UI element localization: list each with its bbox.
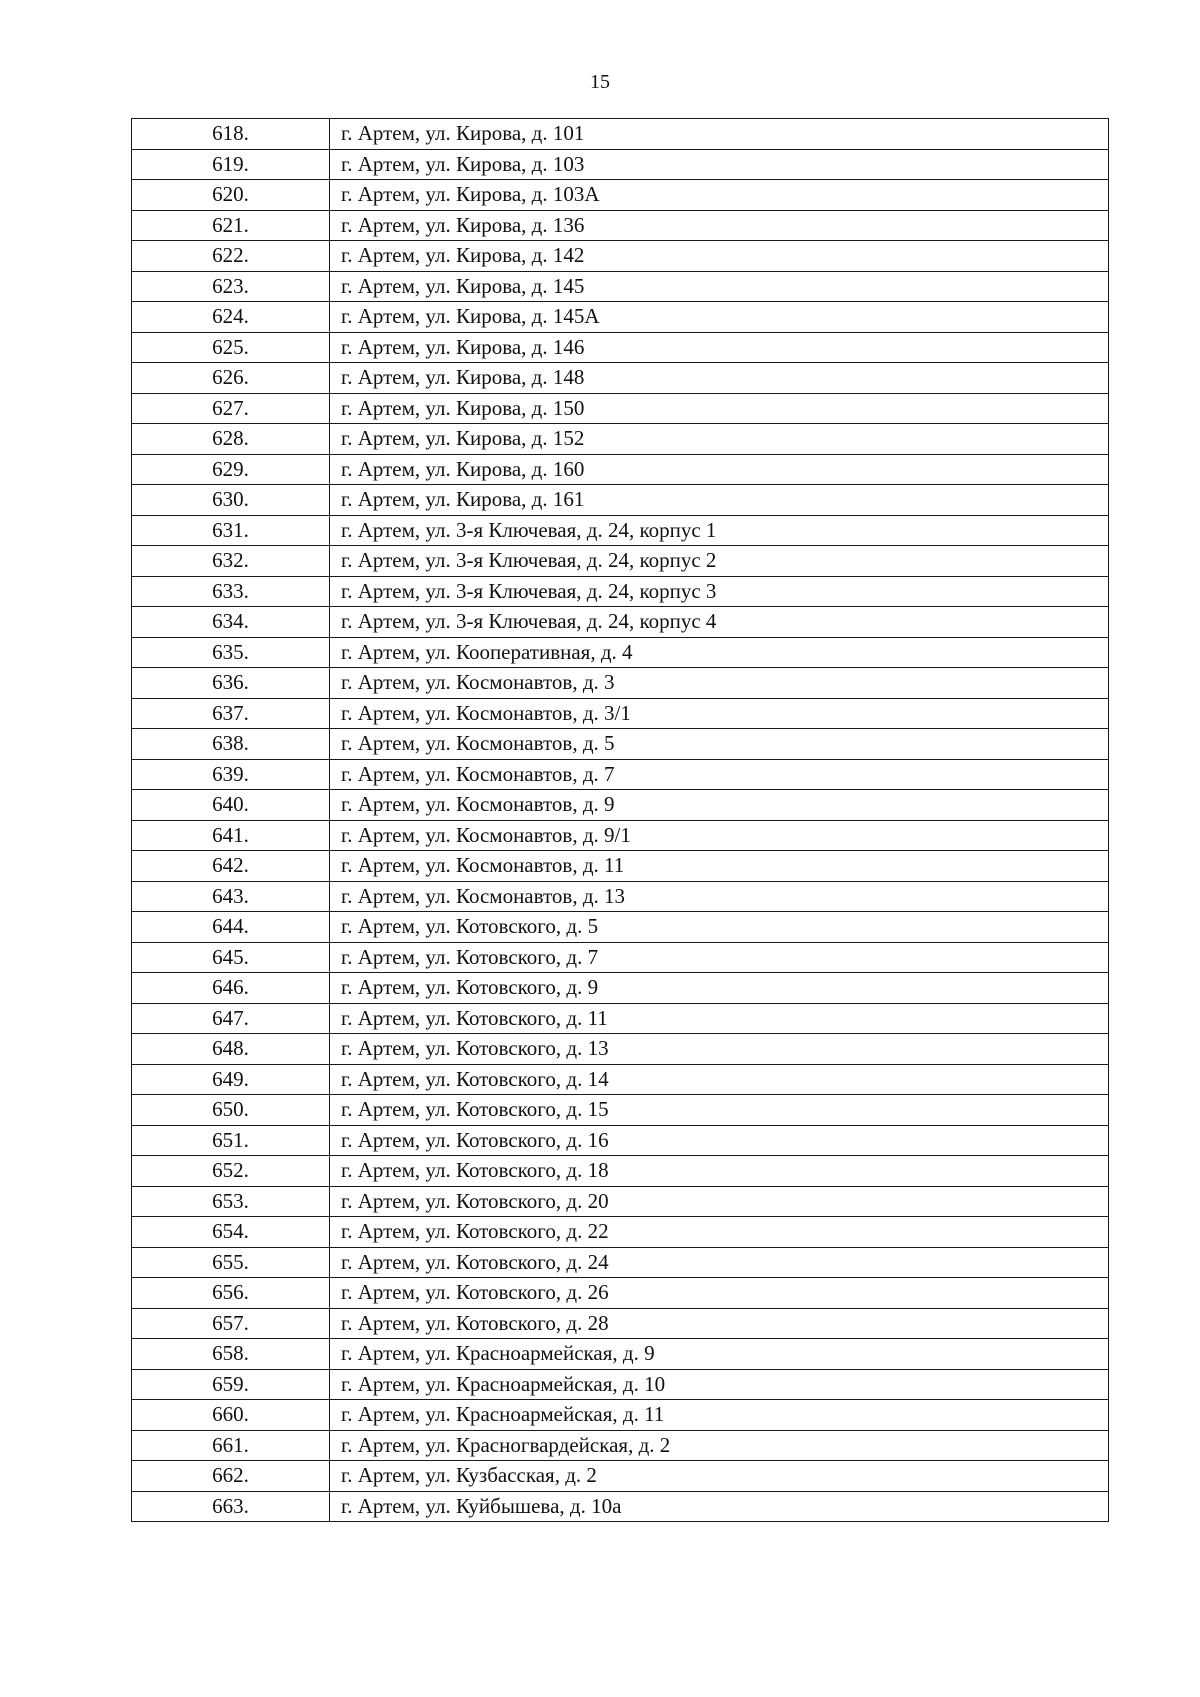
address-cell: г. Артем, ул. Котовского, д. 22 xyxy=(330,1217,1109,1248)
row-number-cell: 649. xyxy=(132,1064,330,1095)
address-cell: г. Артем, ул. Красноармейская, д. 11 xyxy=(330,1400,1109,1431)
row-number-cell: 632. xyxy=(132,546,330,577)
row-number-cell: 624. xyxy=(132,302,330,333)
address-cell: г. Артем, ул. Красноармейская, д. 9 xyxy=(330,1339,1109,1370)
table-row xyxy=(132,1339,1109,1370)
row-number-cell: 625. xyxy=(132,332,330,363)
row-number-cell: 650. xyxy=(132,1095,330,1126)
table-row xyxy=(132,1400,1109,1431)
row-number-cell: 660. xyxy=(132,1400,330,1431)
table-row xyxy=(132,576,1109,607)
table-row xyxy=(132,820,1109,851)
row-number-cell: 652. xyxy=(132,1156,330,1187)
address-cell: г. Артем, ул. Кирова, д. 145 xyxy=(330,271,1109,302)
address-cell: г. Артем, ул. Кирова, д. 152 xyxy=(330,424,1109,455)
address-cell: г. Артем, ул. Котовского, д. 20 xyxy=(330,1186,1109,1217)
table-row xyxy=(132,1095,1109,1126)
row-number-cell: 641. xyxy=(132,820,330,851)
address-cell: г. Артем, ул. Куйбышева, д. 10а xyxy=(330,1491,1109,1522)
table-row xyxy=(132,698,1109,729)
address-cell: г. Артем, ул. Кирова, д. 145А xyxy=(330,302,1109,333)
table-row xyxy=(132,149,1109,180)
row-number-cell: 633. xyxy=(132,576,330,607)
address-cell: г. Артем, ул. Кооперативная, д. 4 xyxy=(330,637,1109,668)
row-number-cell: 655. xyxy=(132,1247,330,1278)
row-number-cell: 636. xyxy=(132,668,330,699)
address-cell: г. Артем, ул. Кирова, д. 161 xyxy=(330,485,1109,516)
row-number-cell: 638. xyxy=(132,729,330,760)
row-number-cell: 642. xyxy=(132,851,330,882)
address-cell: г. Артем, ул. Котовского, д. 5 xyxy=(330,912,1109,943)
table-row xyxy=(132,1461,1109,1492)
address-cell: г. Артем, ул. Котовского, д. 16 xyxy=(330,1125,1109,1156)
table-row xyxy=(132,1278,1109,1309)
table-row xyxy=(132,119,1109,150)
address-cell: г. Артем, ул. Котовского, д. 7 xyxy=(330,942,1109,973)
address-cell: г. Артем, ул. Котовского, д. 11 xyxy=(330,1003,1109,1034)
address-cell: г. Артем, ул. Котовского, д. 9 xyxy=(330,973,1109,1004)
table-row xyxy=(132,851,1109,882)
row-number-cell: 659. xyxy=(132,1369,330,1400)
row-number-cell: 631. xyxy=(132,515,330,546)
row-number-cell: 645. xyxy=(132,942,330,973)
row-number-cell: 657. xyxy=(132,1308,330,1339)
address-cell: г. Артем, ул. 3-я Ключевая, д. 24, корпус 4 xyxy=(330,607,1109,638)
row-number-cell: 626. xyxy=(132,363,330,394)
table-row xyxy=(132,1247,1109,1278)
address-cell: г. Артем, ул. Космонавтов, д. 7 xyxy=(330,759,1109,790)
table-row xyxy=(132,241,1109,272)
address-cell: г. Артем, ул. Котовского, д. 13 xyxy=(330,1034,1109,1065)
table-row xyxy=(132,210,1109,241)
table-row xyxy=(132,332,1109,363)
row-number-cell: 622. xyxy=(132,241,330,272)
address-cell: г. Артем, ул. 3-я Ключевая, д. 24, корпус 2 xyxy=(330,546,1109,577)
address-cell: г. Артем, ул. Космонавтов, д. 9/1 xyxy=(330,820,1109,851)
row-number-cell: 634. xyxy=(132,607,330,638)
table-row xyxy=(132,942,1109,973)
address-cell: г. Артем, ул. Кирова, д. 103 xyxy=(330,149,1109,180)
table-row xyxy=(132,912,1109,943)
address-cell: г. Артем, ул. Кирова, д. 146 xyxy=(330,332,1109,363)
address-cell: г. Артем, ул. Кирова, д. 136 xyxy=(330,210,1109,241)
row-number-cell: 627. xyxy=(132,393,330,424)
address-cell: г. Артем, ул. Кирова, д. 148 xyxy=(330,363,1109,394)
address-cell: г. Артем, ул. Кирова, д. 103А xyxy=(330,180,1109,211)
row-number-cell: 662. xyxy=(132,1461,330,1492)
table-row xyxy=(132,363,1109,394)
row-number-cell: 653. xyxy=(132,1186,330,1217)
table-row xyxy=(132,668,1109,699)
address-cell: г. Артем, ул. Кирова, д. 101 xyxy=(330,119,1109,150)
table-row xyxy=(132,637,1109,668)
table-row xyxy=(132,1308,1109,1339)
table-row xyxy=(132,515,1109,546)
address-table xyxy=(131,118,1109,1522)
row-number-cell: 639. xyxy=(132,759,330,790)
row-number-cell: 630. xyxy=(132,485,330,516)
address-cell: г. Артем, ул. Кирова, д. 160 xyxy=(330,454,1109,485)
table-row xyxy=(132,790,1109,821)
address-cell: г. Артем, ул. Космонавтов, д. 3 xyxy=(330,668,1109,699)
row-number-cell: 621. xyxy=(132,210,330,241)
address-cell: г. Артем, ул. Космонавтов, д. 5 xyxy=(330,729,1109,760)
row-number-cell: 648. xyxy=(132,1034,330,1065)
row-number-cell: 640. xyxy=(132,790,330,821)
row-number-cell: 651. xyxy=(132,1125,330,1156)
table-row xyxy=(132,759,1109,790)
row-number-cell: 644. xyxy=(132,912,330,943)
table-row xyxy=(132,607,1109,638)
address-cell: г. Артем, ул. Космонавтов, д. 3/1 xyxy=(330,698,1109,729)
table-row xyxy=(132,881,1109,912)
address-cell: г. Артем, ул. Красноармейская, д. 10 xyxy=(330,1369,1109,1400)
row-number-cell: 656. xyxy=(132,1278,330,1309)
address-cell: г. Артем, ул. Космонавтов, д. 9 xyxy=(330,790,1109,821)
table-row xyxy=(132,485,1109,516)
table-row xyxy=(132,271,1109,302)
row-number-cell: 628. xyxy=(132,424,330,455)
address-cell: г. Артем, ул. Котовского, д. 26 xyxy=(330,1278,1109,1309)
table-row xyxy=(132,424,1109,455)
row-number-cell: 637. xyxy=(132,698,330,729)
row-number-cell: 619. xyxy=(132,149,330,180)
table-row xyxy=(132,1217,1109,1248)
row-number-cell: 618. xyxy=(132,119,330,150)
table-row xyxy=(132,1369,1109,1400)
address-cell: г. Артем, ул. 3-я Ключевая, д. 24, корпус 1 xyxy=(330,515,1109,546)
row-number-cell: 658. xyxy=(132,1339,330,1370)
row-number-cell: 654. xyxy=(132,1217,330,1248)
table-row xyxy=(132,1034,1109,1065)
address-cell: г. Артем, ул. 3-я Ключевая, д. 24, корпус 3 xyxy=(330,576,1109,607)
row-number-cell: 643. xyxy=(132,881,330,912)
table-row xyxy=(132,180,1109,211)
table-row xyxy=(132,454,1109,485)
row-number-cell: 635. xyxy=(132,637,330,668)
table-row xyxy=(132,1064,1109,1095)
row-number-cell: 661. xyxy=(132,1430,330,1461)
address-cell: г. Артем, ул. Космонавтов, д. 11 xyxy=(330,851,1109,882)
table-row xyxy=(132,546,1109,577)
address-cell: г. Артем, ул. Котовского, д. 18 xyxy=(330,1156,1109,1187)
address-cell: г. Артем, ул. Кирова, д. 142 xyxy=(330,241,1109,272)
row-number-cell: 629. xyxy=(132,454,330,485)
table-row xyxy=(132,1003,1109,1034)
address-cell: г. Артем, ул. Котовского, д. 28 xyxy=(330,1308,1109,1339)
address-cell: г. Артем, ул. Космонавтов, д. 13 xyxy=(330,881,1109,912)
table-row xyxy=(132,1491,1109,1522)
table-row xyxy=(132,1125,1109,1156)
page-number: 15 xyxy=(590,71,610,93)
address-cell: г. Артем, ул. Котовского, д. 15 xyxy=(330,1095,1109,1126)
address-cell: г. Артем, ул. Кузбасская, д. 2 xyxy=(330,1461,1109,1492)
address-cell: г. Артем, ул. Котовского, д. 14 xyxy=(330,1064,1109,1095)
row-number-cell: 646. xyxy=(132,973,330,1004)
table-row xyxy=(132,1156,1109,1187)
address-cell: г. Артем, ул. Красногвардейская, д. 2 xyxy=(330,1430,1109,1461)
address-cell: г. Артем, ул. Кирова, д. 150 xyxy=(330,393,1109,424)
row-number-cell: 663. xyxy=(132,1491,330,1522)
table-row xyxy=(132,1430,1109,1461)
table-row xyxy=(132,973,1109,1004)
row-number-cell: 623. xyxy=(132,271,330,302)
address-table-body xyxy=(132,119,1109,1522)
table-row xyxy=(132,302,1109,333)
table-row xyxy=(132,393,1109,424)
row-number-cell: 647. xyxy=(132,1003,330,1034)
table-row xyxy=(132,729,1109,760)
row-number-cell: 620. xyxy=(132,180,330,211)
table-row xyxy=(132,1186,1109,1217)
address-cell: г. Артем, ул. Котовского, д. 24 xyxy=(330,1247,1109,1278)
